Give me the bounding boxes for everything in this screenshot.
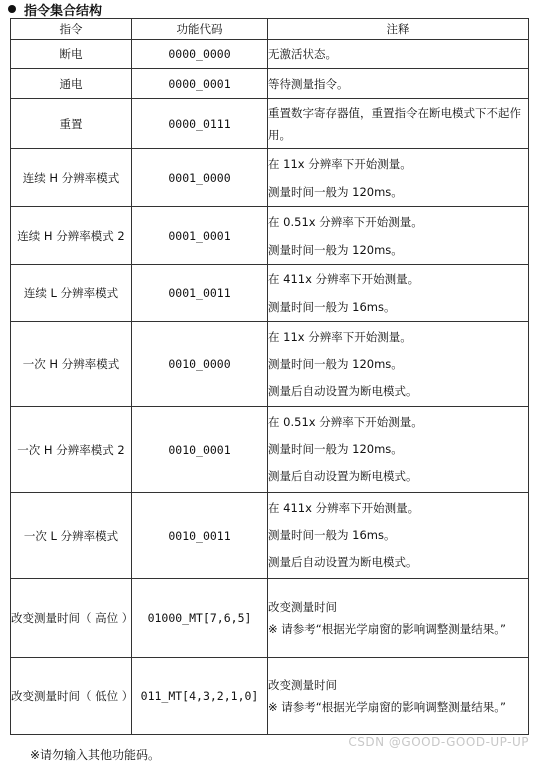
note-line: 等待测量指令。 xyxy=(268,76,349,91)
function-code: 0010_0011 xyxy=(132,493,268,579)
table-row xyxy=(11,99,529,149)
column-header-code: 功能代码 xyxy=(132,19,268,40)
command-note xyxy=(268,493,529,579)
function-code: 0001_0001 xyxy=(132,207,268,265)
command-note xyxy=(268,265,529,322)
command-name: 连续 H 分辨率模式 xyxy=(11,149,132,207)
function-code: 01000_MT[7,6,5] xyxy=(132,579,268,658)
function-code: 0010_0001 xyxy=(132,407,268,493)
function-code: 0000_0000 xyxy=(132,40,268,69)
command-name: 改变测量时间（ 低位 ） xyxy=(11,658,132,735)
command-name: 连续 L 分辨率模式 xyxy=(11,265,132,322)
command-note xyxy=(268,579,529,658)
note-line: 重置数字寄存器值，重置指令在断电模式下不起作用。 xyxy=(268,105,521,142)
command-table xyxy=(10,18,529,735)
watermark: CSDN @GOOD-GOOD-UP-UP xyxy=(348,735,529,749)
command-note xyxy=(268,658,529,735)
note-line: 测量后自动设置为断电模式。 xyxy=(268,383,418,398)
command-name: 一次 L 分辨率模式 xyxy=(11,493,132,579)
function-code: 011_MT[4,3,2,1,0] xyxy=(132,658,268,735)
command-name: 重置 xyxy=(11,99,132,149)
function-code: 0001_0000 xyxy=(132,149,268,207)
footnote: ※请勿输入其他功能码。 xyxy=(30,748,161,762)
table-row xyxy=(11,493,529,579)
note-line: 无激活状态。 xyxy=(268,47,337,61)
note-line: 在 0.51x 分辨率下开始测量。 xyxy=(268,214,423,229)
note-line: 改变测量时间 xyxy=(268,600,337,614)
table-row xyxy=(11,69,529,99)
table-row xyxy=(11,407,529,493)
table-row xyxy=(11,322,529,407)
note-line: 改变测量时间 xyxy=(268,678,337,692)
note-line: 测量时间一般为 120ms。 xyxy=(268,242,403,257)
table-row xyxy=(11,149,529,207)
function-code: 0010_0000 xyxy=(132,322,268,407)
table-row xyxy=(11,207,529,265)
note-line: 测量后自动设置为断电模式。 xyxy=(268,555,418,569)
note-line: 在 0.51x 分辨率下开始测量。 xyxy=(268,415,423,429)
command-note xyxy=(268,407,529,493)
note-line: 测量时间一般为 120ms。 xyxy=(268,356,403,371)
table-row xyxy=(11,658,529,735)
note-line: 在 11x 分辨率下开始测量。 xyxy=(268,156,412,171)
command-name: 通电 xyxy=(11,69,132,99)
note-line: 在 411x 分辨率下开始测量。 xyxy=(268,501,420,515)
command-note xyxy=(268,69,529,99)
note-line: 在 11x 分辨率下开始测量。 xyxy=(268,329,412,344)
note-line: 测量时间一般为 16ms。 xyxy=(268,528,396,542)
command-name: 改变测量时间（ 高位 ） xyxy=(11,579,132,658)
function-code: 0001_0011 xyxy=(132,265,268,322)
column-header-command: 指令 xyxy=(11,19,132,40)
note-line: 测量时间一般为 120ms。 xyxy=(268,442,403,456)
function-code: 0000_0001 xyxy=(132,69,268,99)
bullet-icon xyxy=(8,5,16,13)
section-title: 指令集合结构 xyxy=(24,3,103,19)
command-note xyxy=(268,40,529,69)
command-note xyxy=(268,322,529,407)
note-line: 测量后自动设置为断电模式。 xyxy=(268,469,418,483)
command-name: 一次 H 分辨率模式 2 xyxy=(11,407,132,493)
note-line: 测量时间一般为 120ms。 xyxy=(268,184,403,199)
table-header-row xyxy=(11,19,529,40)
command-note xyxy=(268,99,529,149)
command-note xyxy=(268,207,529,265)
note-line: 在 411x 分辨率下开始测量。 xyxy=(268,272,420,286)
table-row xyxy=(11,265,529,322)
function-code: 0000_0111 xyxy=(132,99,268,149)
command-note xyxy=(268,149,529,207)
command-name: 一次 H 分辨率模式 xyxy=(11,322,132,407)
section-heading xyxy=(6,0,102,18)
note-line: ※ 请参考“根据光学扇窗的影响调整测量结果。” xyxy=(268,622,506,636)
table-row xyxy=(11,579,529,658)
column-header-notes: 注释 xyxy=(268,19,529,40)
note-line: 测量时间一般为 16ms。 xyxy=(268,300,396,314)
note-line: ※ 请参考“根据光学扇窗的影响调整测量结果。” xyxy=(268,700,506,714)
command-name: 连续 H 分辨率模式 2 xyxy=(11,207,132,265)
command-name: 断电 xyxy=(11,40,132,69)
table-row xyxy=(11,40,529,69)
